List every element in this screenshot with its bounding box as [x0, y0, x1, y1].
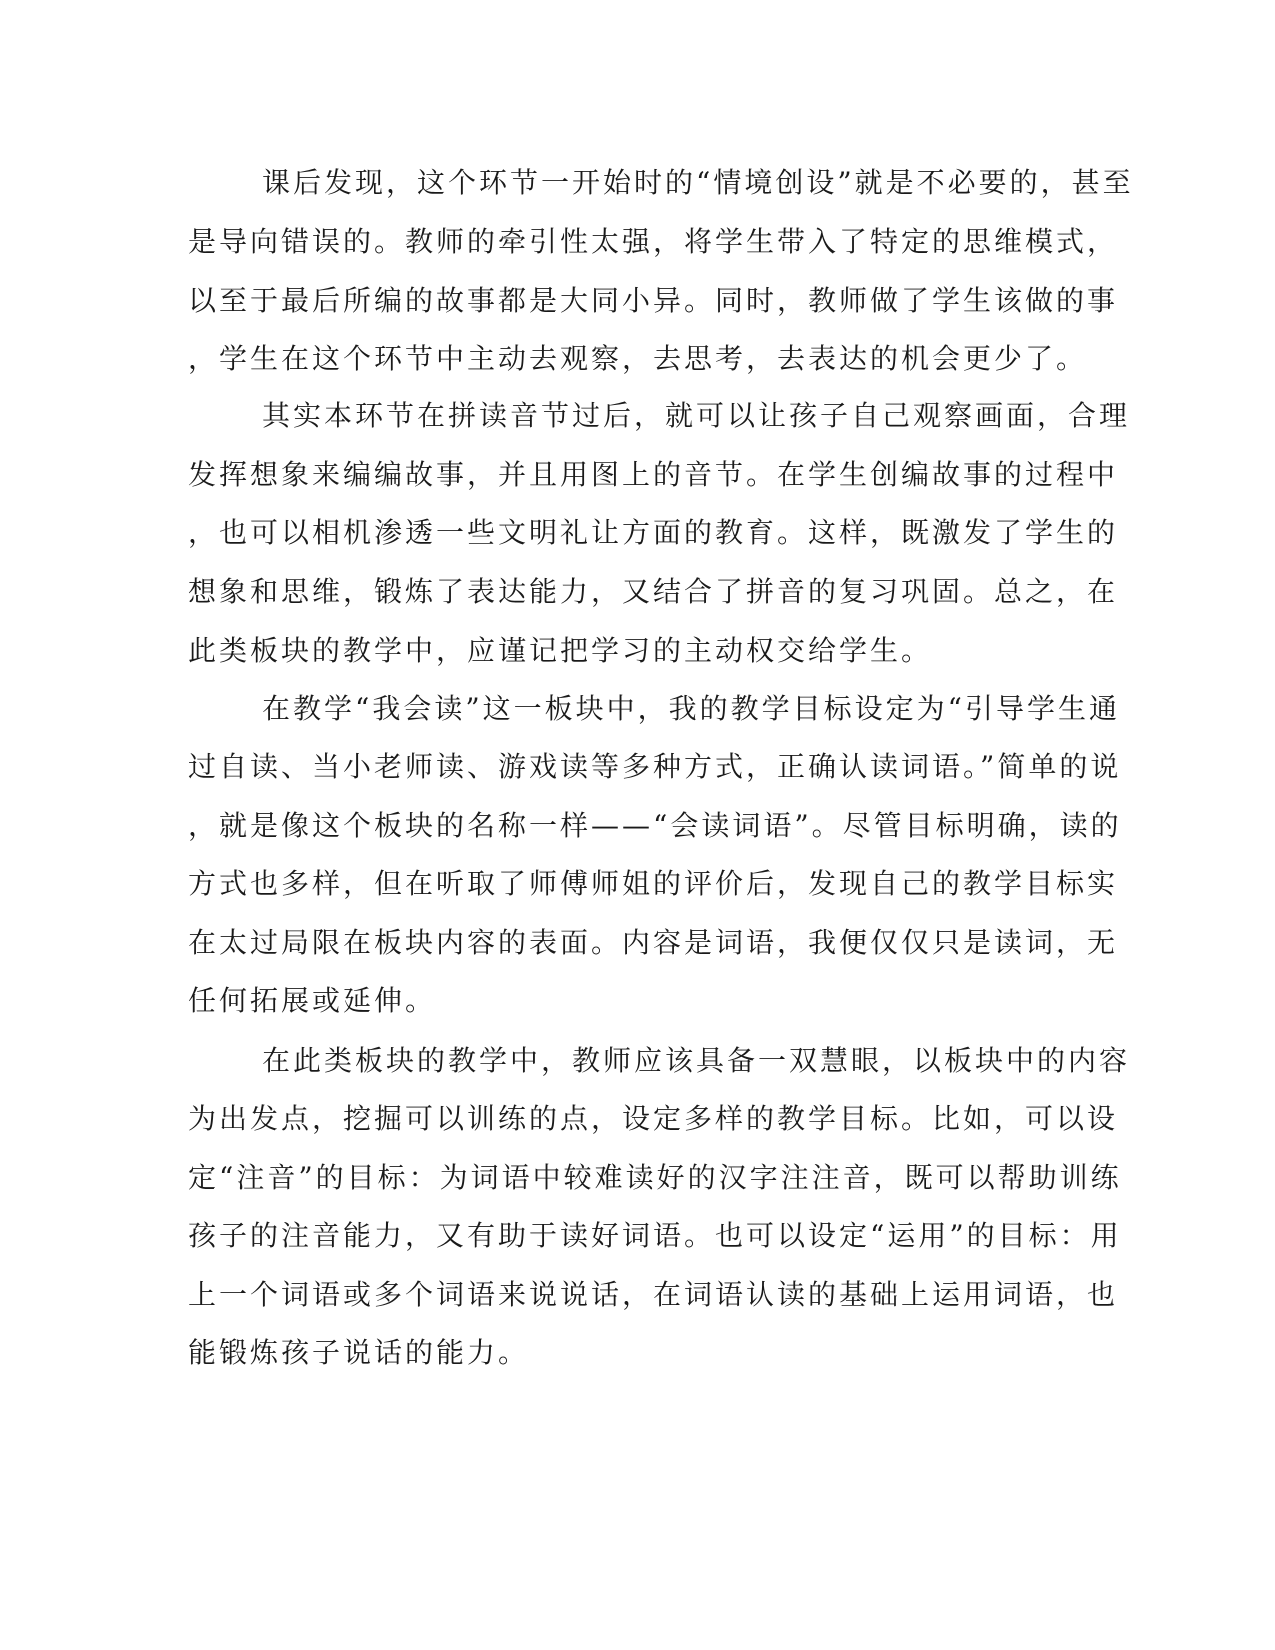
paragraph-2-line-4: 想象和思维，锻炼了表达能力，又结合了拼音的复习巩固。总之，在: [188, 575, 1119, 608]
paragraph-3-line-4: 方式也多样，但在听取了师傅师姐的评价后，发现自己的教学目标实: [188, 867, 1119, 900]
paragraph-2-line-5: 此类板块的教学中，应谨记把学习的主动权交给学生。: [188, 634, 933, 667]
paragraph-1-line-2: 是导向错误的。教师的牵引性太强，将学生带入了特定的思维模式，: [188, 225, 1119, 258]
paragraph-4-line-2: 为出发点，挖掘可以训练的点，设定多样的教学目标。比如，可以设: [188, 1102, 1119, 1135]
paragraph-2-line-3: ，也可以相机渗透一些文明礼让方面的教育。这样，既激发了学生的: [188, 516, 1119, 549]
paragraph-3-line-3: ，就是像这个板块的名称一样——“会读词语”。尽管目标明确，读的: [188, 809, 1122, 842]
paragraph-1-line-1: 课后发现，这个环节一开始时的“情境创设”就是不必要的，甚至: [262, 166, 1134, 199]
paragraph-4-line-1: 在此类板块的教学中，教师应该具备一双慧眼，以板块中的内容: [262, 1044, 1131, 1077]
paragraph-1-line-3: 以至于最后所编的故事都是大同小异。同时，教师做了学生该做的事: [188, 284, 1119, 317]
paragraph-3-line-2: 过自读、当小老师读、游戏读等多种方式，正确认读词语。”简单的说: [188, 750, 1122, 783]
paragraph-3-line-6: 任何拓展或延伸。: [188, 984, 437, 1017]
paragraph-4-line-6: 能锻炼孩子说话的能力。: [188, 1336, 530, 1369]
paragraph-3-line-1: 在教学“我会读”这一板块中，我的教学目标设定为“引导学生通: [262, 692, 1120, 725]
paragraph-4-line-4: 孩子的注音能力，又有助于读好词语。也可以设定“运用”的目标：用: [188, 1219, 1122, 1252]
paragraph-4-line-3: 定“注音”的目标：为词语中较难读好的汉字注注音，既可以帮助训练: [188, 1161, 1122, 1194]
paragraph-4-line-5: 上一个词语或多个词语来说说话，在词语认读的基础上运用词语，也: [188, 1278, 1119, 1311]
paragraph-3-line-5: 在太过局限在板块内容的表面。内容是词语，我便仅仅只是读词，无: [188, 926, 1119, 959]
paragraph-1-line-4: ，学生在这个环节中主动去观察，去思考，去表达的机会更少了。: [188, 342, 1088, 375]
paragraph-2-line-1: 其实本环节在拼读音节过后，就可以让孩子自己观察画面，合理: [262, 399, 1131, 432]
paragraph-2-line-2: 发挥想象来编编故事，并且用图上的音节。在学生创编故事的过程中: [188, 458, 1119, 491]
